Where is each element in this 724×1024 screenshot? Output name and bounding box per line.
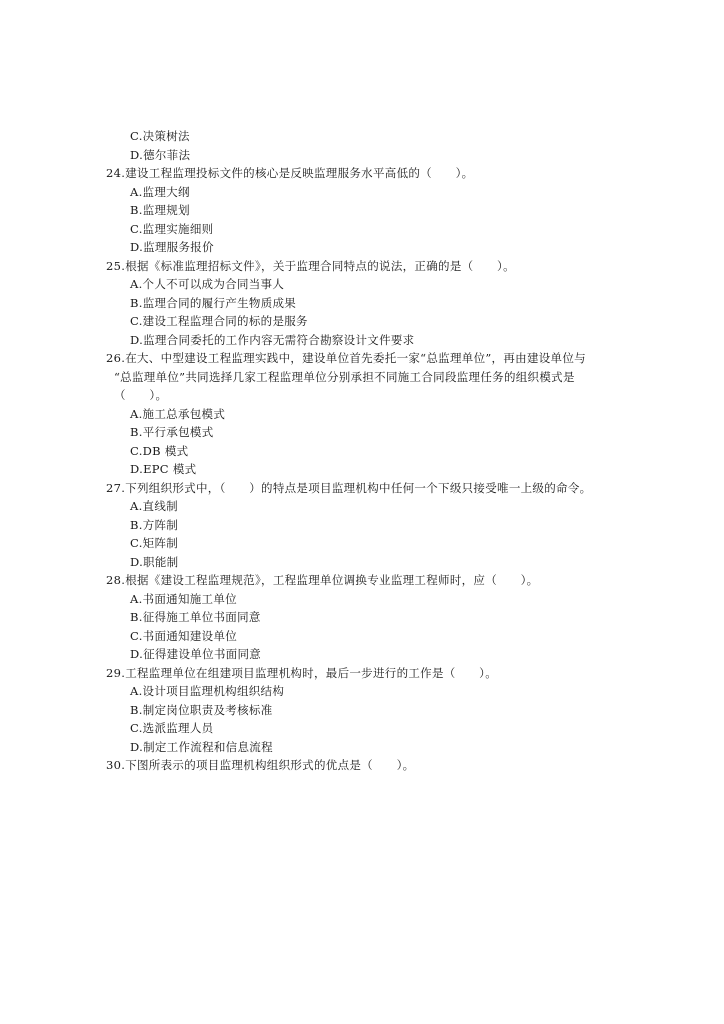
question-stem: 26.在大、中型建设工程监理实践中，建设单位首先委托一家“总监理单位”，再由建设单位与 [106,351,586,365]
answer-option: D.职能制 [130,554,179,569]
question-stem: 28.根据《建设工程监理规范》，工程监理单位调换专业监理工程师时，应（ ）。 [106,573,539,587]
answer-option: B.监理合同的履行产生物质成果 [130,295,297,310]
answer-option: C.DB 模式 [130,443,189,458]
answer-option: C.书面通知建设单位 [130,628,238,643]
answer-option: B.制定岗位职责及考核标准 [130,702,273,717]
answer-option: C.建设工程监理合同的标的是服务 [130,314,308,328]
answer-option: D.德尔菲法 [130,147,191,162]
question-stem: 29.工程监理单位在组建项目监理机构时，最后一步进行的工作是（ ）。 [106,665,498,680]
answer-option: B.方阵制 [130,517,179,532]
answer-option: C.选派监理人员 [130,721,214,735]
answer-option: C.监理实施细则 [130,221,214,236]
answer-option: A.设计项目监理机构组织结构 [130,684,285,698]
answer-option: B.征得施工单位书面同意 [130,610,261,624]
answer-option: D.监理服务报价 [130,240,214,254]
question-stem: 24.建设工程监理投标文件的核心是反映监理服务水平高低的（ ）。 [106,166,474,180]
answer-option: D.EPC 模式 [130,462,197,476]
question-stem-continuation: （ ）。 [114,388,168,402]
question-stem: 27.下列组织形式中，（ ）的特点是项目监理机构中任何一个下级只接受唯一上级的命令。 [106,480,592,495]
answer-option: D.征得建设单位书面同意 [130,647,262,661]
answer-option: A.监理大纲 [130,184,190,199]
question-stem-continuation: “总监理单位”共同选择几家工程监理单位分别承担不同施工合同段监理任务的组织模式是 [114,369,575,384]
question-stem: 25.根据《标准监理招标文件》，关于监理合同特点的说法，正确的是（ ）。 [106,258,515,273]
answer-option: B.监理规划 [130,203,190,217]
answer-option: B.平行承包模式 [130,425,214,439]
answer-option: A.直线制 [130,499,178,513]
answer-option: A.施工总承包模式 [130,406,226,421]
answer-option: C.矩阵制 [130,536,179,550]
question-stem: 30.下图所表示的项目监理机构组织形式的优点是（ ）。 [106,758,415,772]
answer-option: A.个人不可以成为合同当事人 [130,277,285,291]
answer-option: D.制定工作流程和信息流程 [130,739,273,754]
answer-option: A.书面通知施工单位 [130,591,237,606]
answer-option: D.监理合同委托的工作内容无需符合勘察设计文件要求 [130,332,415,347]
answer-option: C.决策树法 [130,129,190,143]
question-list [0,127,724,775]
